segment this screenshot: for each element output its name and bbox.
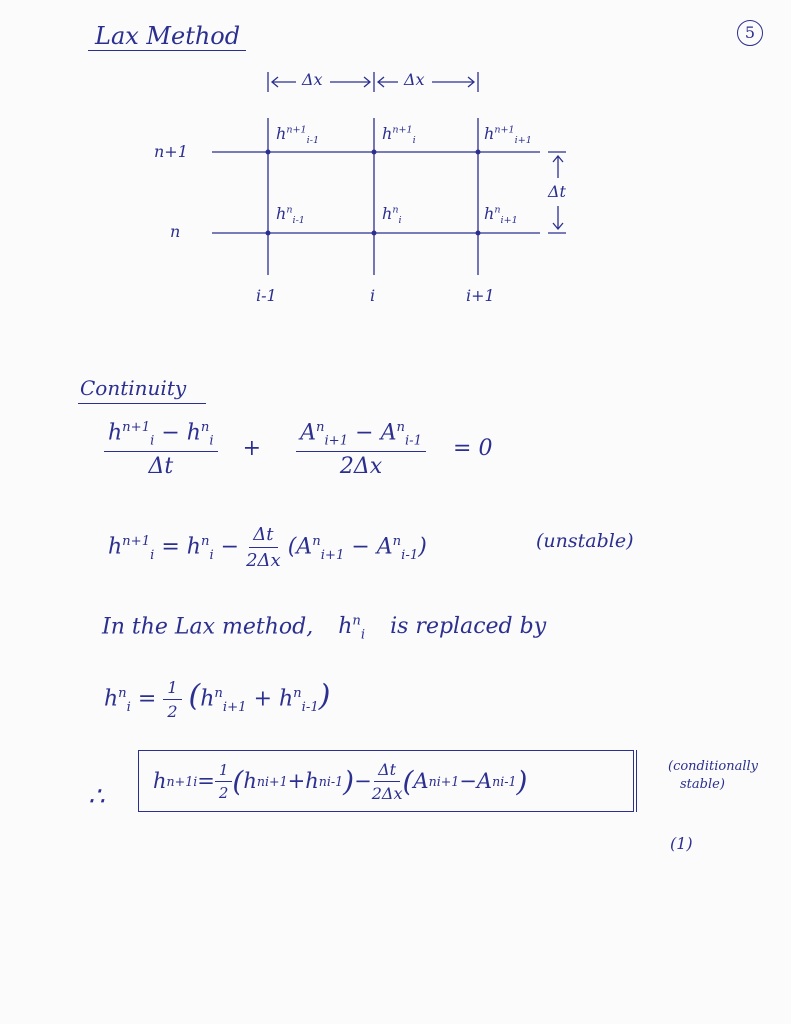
row-label-n: n bbox=[170, 222, 181, 241]
row-label-n-plus-1: n+1 bbox=[154, 142, 188, 161]
time-difference-fraction: $\frac{h^{n+1}_i - h^n_i}{\Delta t}$ bbox=[104, 420, 218, 479]
final-lax-scheme-box: h n+1 i = $\frac{1}{2}$ ( h n i+1 + h n i-1 ) − $\frac{\Delta t}{2\Delta x}$ ( A n i+1 − A n i-1 ) bbox=[138, 750, 634, 812]
equation-number: (1) bbox=[670, 834, 693, 853]
col-label-i-plus-1: i+1 bbox=[466, 286, 495, 305]
col-label-i: i bbox=[370, 286, 376, 305]
node-label-top-mid: $h^{n+1}_i$ bbox=[382, 124, 416, 147]
continuity-heading: Continuity bbox=[80, 376, 187, 400]
dx-label-right: Δx bbox=[404, 70, 425, 89]
lax-sentence: In the Lax method, $h^n_i$ is replaced by bbox=[102, 614, 547, 643]
node-label-bottom-left: $h^n_{i-1}$ bbox=[276, 204, 305, 227]
page-title: Lax Method bbox=[95, 22, 241, 50]
col-label-i-minus-1: i-1 bbox=[256, 286, 277, 305]
node-label-top-left: $h^{n+1}_{i-1}$ bbox=[276, 124, 320, 147]
node-label-top-right: $h^{n+1}_{i+1}$ bbox=[484, 124, 532, 147]
space-difference-fraction: $\frac{A^n_{i+1} - A^n_{i-1}}{2\Delta x}$ bbox=[296, 420, 426, 479]
page-number: 5 bbox=[737, 20, 763, 46]
continuity-underline bbox=[78, 403, 206, 404]
unstable-note: (unstable) bbox=[536, 530, 634, 552]
therefore-symbol: ∴ bbox=[88, 782, 105, 812]
node-label-bottom-mid: $h^n_i$ bbox=[382, 204, 402, 227]
continuity-equation: $\frac{h^{n+1}_i - h^n_i}{\Delta t}$ + $\frac{A^n_{i+1} - A^n_{i-1}}{2\Delta x}$ = 0 bbox=[104, 420, 492, 479]
lax-average-equation: $h^n_i$ = $\frac{1}{2}$ $(h^n_{i+1} + h^n_{i-1})$ bbox=[104, 678, 331, 721]
unstable-scheme-equation: $h^{n+1}_i = h^n_i$ − $\frac{\Delta t}{2\Delta x}$ $(A^n_{i+1} - A^n_{i-1})$ bbox=[108, 524, 427, 571]
node-label-bottom-right: $h^n_{i+1}$ bbox=[484, 204, 518, 227]
stencil-diagram bbox=[0, 0, 791, 330]
dt-label: Δt bbox=[548, 182, 566, 201]
dx-label-left: Δx bbox=[302, 70, 323, 89]
box-double-rule bbox=[636, 750, 637, 812]
conditionally-stable-note: (conditionally stable) bbox=[668, 759, 759, 792]
